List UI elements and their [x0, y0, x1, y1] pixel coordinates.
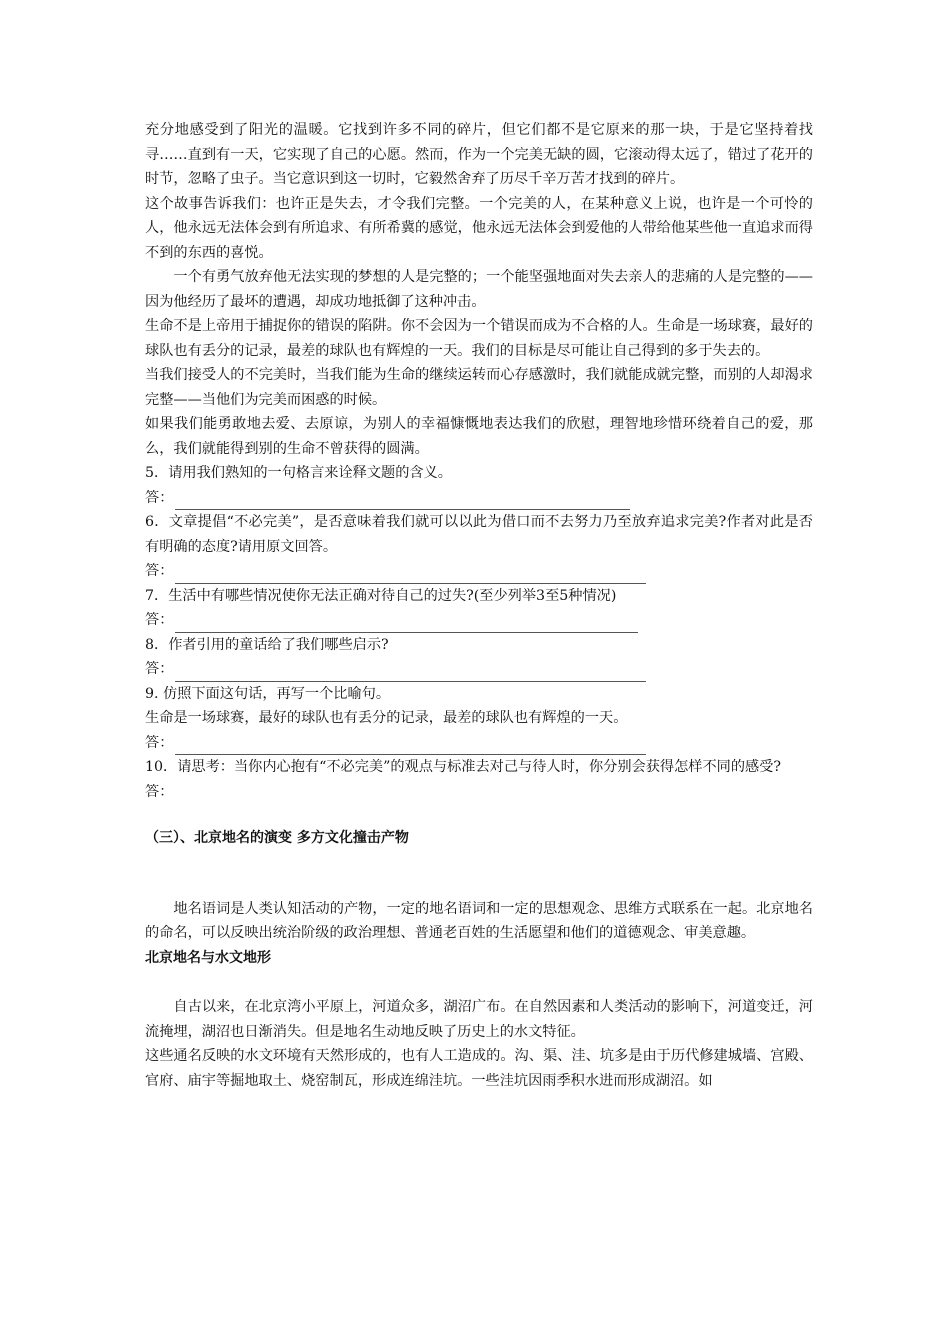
section-paragraph: 自古以来，在北京湾小平原上，河道众多，湖沼广布。在自然因素和人类活动的影响下，河道变迁，河流掩埋，湖沼也日渐消失。但是地名生动地反映了历史上的水文特征。	[145, 999, 813, 1040]
document-content	[145, 118, 813, 1093]
section-paragraph: 这些通名反映的水文环境有天然形成的，也有人工造成的。沟、渠、洼、坑多是由于历代修建城墙、宫殿、官府、庙宇等掘地取土、烧窑制瓦，形成连绵洼坑。一些洼坑因雨季积水进而形成湖沼。如	[145, 1048, 813, 1089]
story-paragraph: 如果我们能勇敢地去爱、去原谅，为别人的幸福慷慨地表达我们的欣慰，理智地珍惜环绕着自己的爱，那么，我们就能得到别的生命不曾获得的圆满。	[145, 416, 813, 457]
question-10: 10．请思考：当你内心抱有“不必完美”的观点与标准去对己与待人时，你分别会获得怎样不同的感受?	[145, 759, 782, 775]
answer-line[interactable]	[175, 738, 646, 755]
question-9-example: 生命是一场球赛，最好的球队也有丢分的记录，最差的球队也有辉煌的一天。	[145, 710, 628, 726]
section-subheading: 北京地名与水文地形	[145, 949, 271, 966]
story-paragraph: 一个有勇气放弃他无法实现的梦想的人是完整的；一个能坚强地面对失去亲人的悲痛的人是完整的——因为他经历了最坏的遭遇，却成功地抵御了这种冲击。	[145, 269, 813, 310]
answer-label: 答：	[145, 612, 174, 628]
answer-line[interactable]	[175, 567, 646, 584]
answer-line[interactable]	[175, 493, 630, 510]
answer-line[interactable]	[175, 616, 638, 633]
answer-row-6	[145, 559, 813, 584]
answer-label: 答：	[145, 563, 174, 579]
answer-row-9	[145, 731, 813, 756]
answer-row-7	[145, 608, 813, 633]
question-9: 9. 仿照下面这句话，再写一个比喻句。	[145, 685, 391, 702]
answer-line[interactable]	[175, 665, 646, 682]
answer-row-10	[145, 780, 813, 805]
question-8: 8．作者引用的童话给了我们哪些启示?	[145, 636, 389, 653]
question-5: 5．请用我们熟知的一句格言来诠释文题的含义。	[145, 465, 452, 481]
question-7: 7．生活中有哪些情况使你无法正确对待自己的过失?(至少列举3至5种情况)	[145, 587, 617, 604]
answer-label: 答：	[145, 661, 174, 677]
story-paragraph: 这个故事告诉我们：也许正是失去，才令我们完整。一个完美的人，在某种意义上说，也许是一个可怜的人，他永远无法体会到有所追求、有所希冀的感觉，他永远无法体会到爱他的人带给他某些他一直追求而得不到的东西的喜悦。	[145, 195, 813, 261]
answer-label: 答：	[145, 489, 174, 506]
section-intro: 地名语词是人类认知活动的产物，一定的地名语词和一定的思想观念、思维方式联系在一起。北京地名的命名，可以反映出统治阶级的政治理想、普通老百姓的生活愿望和他们的道德观念、审美意趣。	[145, 900, 813, 941]
section-title: （三）、北京地名的演变 多方文化撞击产物	[145, 830, 409, 846]
story-paragraph: 生命不是上帝用于捕捉你的错误的陷阱。你不会因为一个错误而成为不合格的人。生命是一场球赛，最好的球队也有丢分的记录，最差的球队也有辉煌的一天。我们的目标是尽可能让自己得到的多于失去的。	[145, 318, 813, 359]
story-paragraph: 当我们接受人的不完美时，当我们能为生命的继续运转而心存感激时，我们就能成就完整，而别的人却渴求完整——当他们为完美而困惑的时候。	[145, 367, 813, 408]
answer-label: 答：	[145, 783, 174, 800]
question-6: 6．文章提倡“不必完美”，是否意味着我们就可以以此为借口而不去努力乃至放弃追求完美?作者对此是否有明确的态度?请用原文回答。	[145, 514, 813, 555]
story-paragraph: 充分地感受到了阳光的温暖。它找到许多不同的碎片，但它们都不是它原来的那一块，于是它坚持着找寻……直到有一天，它实现了自己的心愿。然而，作为一个完美无缺的圆，它滚动得太远了，错过了花开的时节，忽略了虫子。当它意识到这一切时，它毅然舍弃了历尽千辛万苦才找到的碎片。	[145, 122, 813, 187]
answer-label: 答：	[145, 734, 174, 751]
answer-row-8	[145, 657, 813, 682]
answer-row-5	[145, 486, 813, 511]
